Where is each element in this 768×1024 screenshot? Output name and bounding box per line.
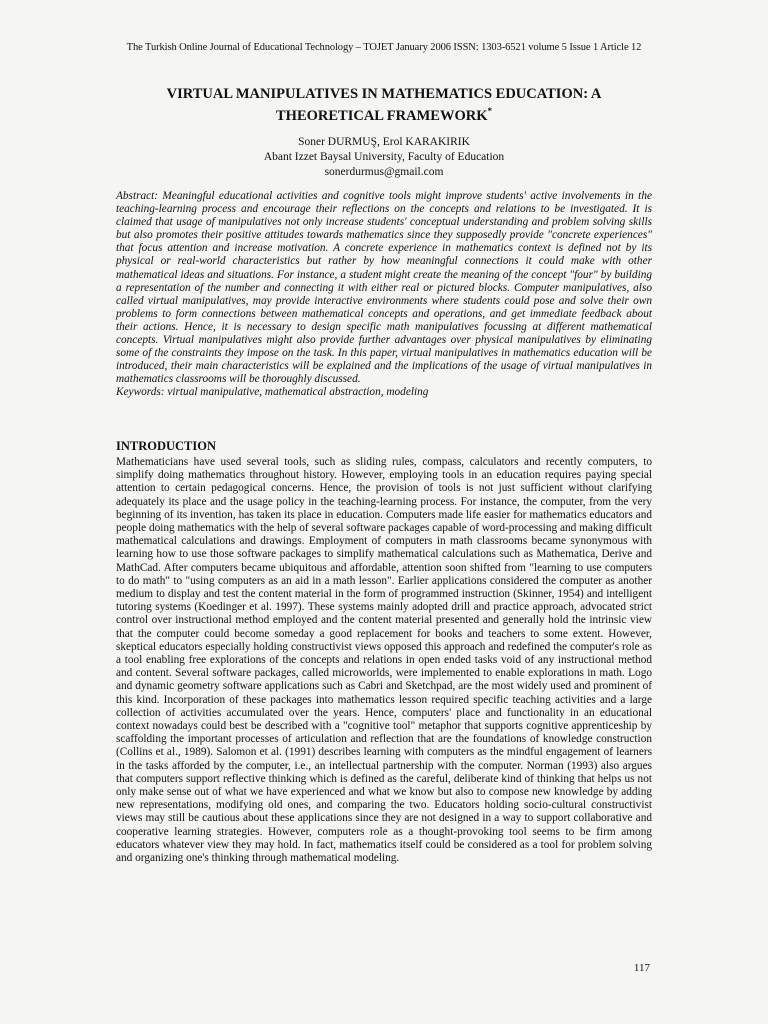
author-email: sonerdurmus@gmail.com: [324, 166, 444, 178]
title-footnote-mark: *: [487, 106, 492, 116]
abstract: [116, 190, 652, 400]
author-affiliation: Abant Izzet Baysal University, Faculty of Education: [263, 151, 505, 163]
author-block: [0, 135, 768, 180]
section-heading: INTRODUCTION: [116, 439, 217, 453]
author-names: Soner DURMUŞ, Erol KARAKIRIK: [298, 136, 470, 148]
introduction-section: [116, 439, 652, 865]
section-body: Mathematicians have used several tools, such as sliding rules, compass, calculators and recently computers, to simplify doing mathematics throughout history. However, employing tools in an education requires paying special attention to certain pedagogical concerns. Hence, the provision of tools is not just sufficient without clarifying adequately its place and the usage policy in the teaching-learning process. For instance, the computer, from the very beginning of its invention, has taken its place in education. Computers made life easier for mathematics educators and people doing mathematics with the help of several software packages capable of word-processing and making difficult mathematical calculations and drawings. Employment of computers in math classrooms became synonymous with learning how to use those software packages to simplify mathematical calculations such as Mathematica, Derive and MathCad. After computers became ubiquitous and affordable, attention soon shifted from "learning to use computers to do math" to "using computers as an aid in a math lesson". Earlier applications considered the computer as another medium to display and test the content material in the form of programmed instruction (Skinner, 1954) and intelligent tutoring systems (Koedinger et al. 1997). These systems mainly adopted drill and practice approach, advocated strict control over instructional method employed and the content material presented and generally hold the intrinsic view that the computer could become someday a good replacement for books and teachers to some extent. However, skeptical educators especially holding constructivist views opposed this approach and redefined the computer's role as a tool enabling free explorations of the concepts and relations in open ended tasks void of any instructional method and content. Several software packages, called microworlds, were implemented to enable explorations in math. Logo and dynamic geometry software applications such as Cabri and Sketchpad, are the most widely used and prominent of this kind. Incorporation of these packages into mathematics lesson required specific teaching activities and a large collection of activities accumulated over the years. Hence, computers' place and functionality in an educational context nowadays could best be described with a "cognitive tool" metaphor that supports cognitive apprenticeship by scaffolding the important processes of articulation and reflection that are the foundations of knowledge construction (Collins et al., 1989). Salomon et al. (1991) describes learning with computers as the mindful engagement of learners in the tasks afforded by the computer, i.e., an intellectual partnership with the computer. Norman (1993) also argues that computers support reflective thinking which is defined as the careful, deliberate kind of thinking that helps us not only make sense out of what we have experienced and what we know but also to compose new knowledge by adding new representations, modifying old ones, and comparing the two. Educators holding socio-cultural constructivist views may still be cautious about these applications since they are not designed in a way to support collaborative and cooperative learning strategies. However, computers role as a thought-provoking tool seems to be firm among educators whatever view they may hold. In fact, mathematics itself could be considered as a tool for problem solving and organizing one's thinking through mathematical modeling.: [116, 456, 652, 865]
page-number: 117: [633, 962, 650, 974]
paper-title-line-1: VIRTUAL MANIPULATIVES IN MATHEMATICS EDUCATION: A: [166, 86, 602, 102]
paper-title-line-2: THEORETICAL FRAMEWORK: [276, 108, 488, 124]
paper-title: [100, 86, 668, 125]
running-header: The Turkish Online Journal of Educational Technology – TOJET January 2006 ISSN: 1303-6521 volume 5 Issue 1 Article 12: [126, 42, 642, 53]
abstract-text: Abstract: Meaningful educational activities and cognitive tools might improve students' active involvements in the teaching-learning process and encourage their reflections on the concepts and relations to be investigated. It is claimed that usage of manipulatives not only increase students' conceptual understanding and problem solving skills but also promotes their positive attitudes towards mathematics since they supposedly provide "concrete experiences" that focus attention and increase motivation. A concrete experience in mathematics context is defined not by its physical or real-world characteristics but rather by how meaningful connections it could make with other mathematical ideas and situations. For instance, a student might create the meaning of the concept "four" by building a representation of the number and connecting it with either real or pictured blocks. Computer manipulatives, also called virtual manipulatives, may provide interactive environments where students could pose and solve their own problems to form connections between mathematical concepts and operations, and get immediate feedback about their actions. Hence, it is necessary to design specific math manipulatives focussing at different mathematical concepts. Virtual manipulatives might also provide further advantages over physical manipulatives by eliminating some of the constraints they impose on the task. In this paper, virtual manipulatives in mathematics education will be introduced, their main characteristics will be explained and the implications of the usage of virtual manipulatives in mathematics classrooms will be thoroughly discussed.: [116, 190, 652, 386]
keywords: Keywords: virtual manipulative, mathematical abstraction, modeling: [116, 386, 429, 399]
